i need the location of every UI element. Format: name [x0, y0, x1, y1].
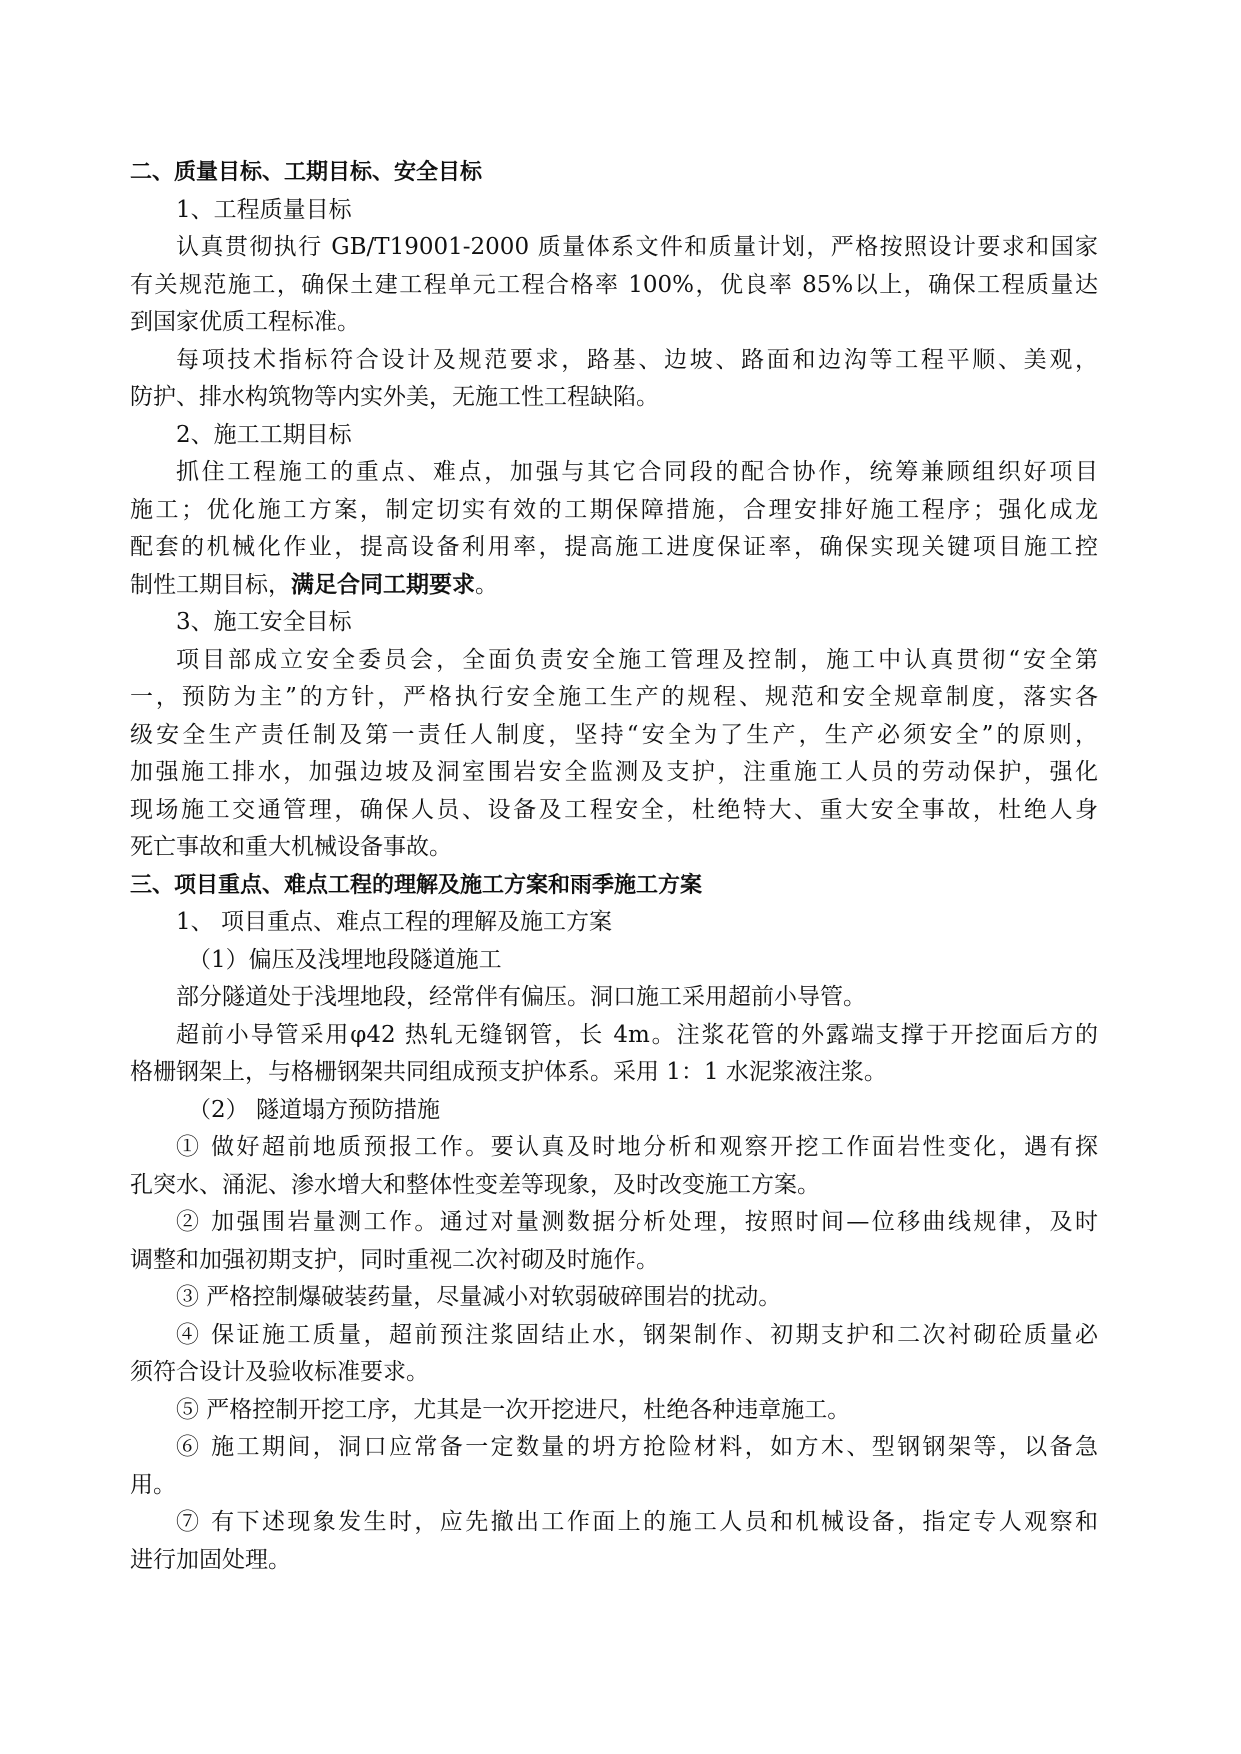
- section-3-heading: 三、项目重点、难点工程的理解及施工方案和雨季施工方案: [130, 872, 703, 898]
- paragraph-line: 加强施工排水，加强边坡及洞室围岩安全监测及支护，注重施工人员的劳动保护，强化: [130, 759, 1098, 785]
- paragraph-line: 配套的机械化作业，提高设备利用率，提高施工进度保证率，确保实现关键项目施工控: [130, 534, 1098, 560]
- paragraph-line: 防护、排水构筑物等内实外美，无施工性工程缺陷。: [130, 384, 659, 410]
- paragraph-line: 超前小导管采用φ42 热轧无缝钢管，长 4m。注浆花管的外露端支撑于开挖面后方的: [176, 1021, 1098, 1048]
- paragraph-line: 格栅钢架上，与格栅钢架共同组成预支护体系。采用 1：1 水泥浆液注浆。: [130, 1059, 887, 1085]
- subsection-safety-title: 3、施工安全目标: [176, 609, 352, 635]
- paragraph-line: [130, 567, 1098, 605]
- paragraph-line: 一，预防为主”的方针，严格执行安全施工生产的规程、规范和安全规章制度，落实各: [130, 684, 1098, 710]
- section-2-heading: 二、质量目标、工期目标、安全目标: [130, 160, 483, 185]
- paragraph-line: 有关规范施工，确保土建工程单元工程合格率 100%，优良率 85%以上，确保工程质量达: [130, 271, 1098, 298]
- measure-line: ② 加强围岩量测工作。通过对量测数据分析处理，按照时间—位移曲线规律，及时: [176, 1209, 1098, 1235]
- paragraph-line: 级安全生产责任制及第一责任人制度，坚持“安全为了生产，生产必须安全”的原则，: [130, 721, 1098, 748]
- subsection-schedule-title: 2、施工工期目标: [176, 421, 352, 448]
- paragraph-line: 抓住工程施工的重点、难点，加强与其它合同段的配合协作，统筹兼顾组织好项目: [176, 459, 1098, 485]
- plain-text: 制性工期目标，: [130, 571, 291, 598]
- paragraph-line: 施工；优化施工方案，制定切实有效的工期保障措施，合理安排好施工程序；强化成龙: [130, 496, 1098, 523]
- measure-line: ⑥ 施工期间，洞口应常备一定数量的坍方抢险材料，如方木、型钢钢架等，以备急: [176, 1434, 1098, 1460]
- subsection-quality-title: 1、工程质量目标: [176, 196, 352, 223]
- item-2-title: （2） 隧道塌方预防措施: [188, 1096, 440, 1123]
- subsection-key-works-title: 1、 项目重点、难点工程的理解及施工方案: [176, 909, 612, 935]
- paragraph-line: 现场施工交通管理，确保人员、设备及工程安全，杜绝特大、重大安全事故，杜绝人身: [130, 796, 1098, 823]
- emphasis-text: 满足合同工期要求: [291, 571, 475, 598]
- item-1-title: （1）偏压及浅埋地段隧道施工: [188, 946, 502, 973]
- paragraph-line: 项目部成立安全委员会，全面负责安全施工管理及控制，施工中认真贯彻“安全第: [176, 646, 1098, 673]
- measure-line: 用。: [130, 1471, 176, 1498]
- paragraph-line: 每项技术指标符合设计及规范要求，路基、边坡、路面和边沟等工程平顺、美观，: [176, 346, 1098, 373]
- document-page: [130, 154, 1098, 1579]
- plain-text: 。: [475, 571, 498, 598]
- measure-line: ① 做好超前地质预报工作。要认真及时地分析和观察开挖工作面岩性变化，遇有探: [176, 1134, 1098, 1160]
- paragraph-line: 部分隧道处于浅埋地段，经常伴有偏压。洞口施工采用超前小导管。: [176, 984, 866, 1010]
- measure-line: 孔突水、涌泥、渗水增大和整体性变差等现象，及时改变施工方案。: [130, 1171, 820, 1198]
- paragraph-line: 死亡事故和重大机械设备事故。: [130, 834, 452, 860]
- measure-line: ③ 严格控制爆破装药量，尽量减小对软弱破碎围岩的扰动。: [176, 1284, 782, 1310]
- paragraph-line: 到国家优质工程标准。: [130, 309, 360, 335]
- measure-line: ④ 保证施工质量，超前预注浆固结止水，钢架制作、初期支护和二次衬砌砼质量必: [176, 1321, 1098, 1348]
- measure-line: 进行加固处理。: [130, 1546, 291, 1573]
- measure-line: ⑤ 严格控制开挖工序，尤其是一次开挖进尺，杜绝各种违章施工。: [176, 1396, 851, 1423]
- measure-line: 调整和加强初期支护，同时重视二次衬砌及时施作。: [130, 1246, 659, 1273]
- measure-line: 须符合设计及验收标准要求。: [130, 1359, 429, 1385]
- paragraph-line: 认真贯彻执行 GB/T19001-2000 质量体系文件和质量计划，严格按照设计要求和国家: [176, 234, 1098, 260]
- measure-line: ⑦ 有下述现象发生时，应先撤出工作面上的施工人员和机械设备，指定专人观察和: [176, 1509, 1098, 1535]
